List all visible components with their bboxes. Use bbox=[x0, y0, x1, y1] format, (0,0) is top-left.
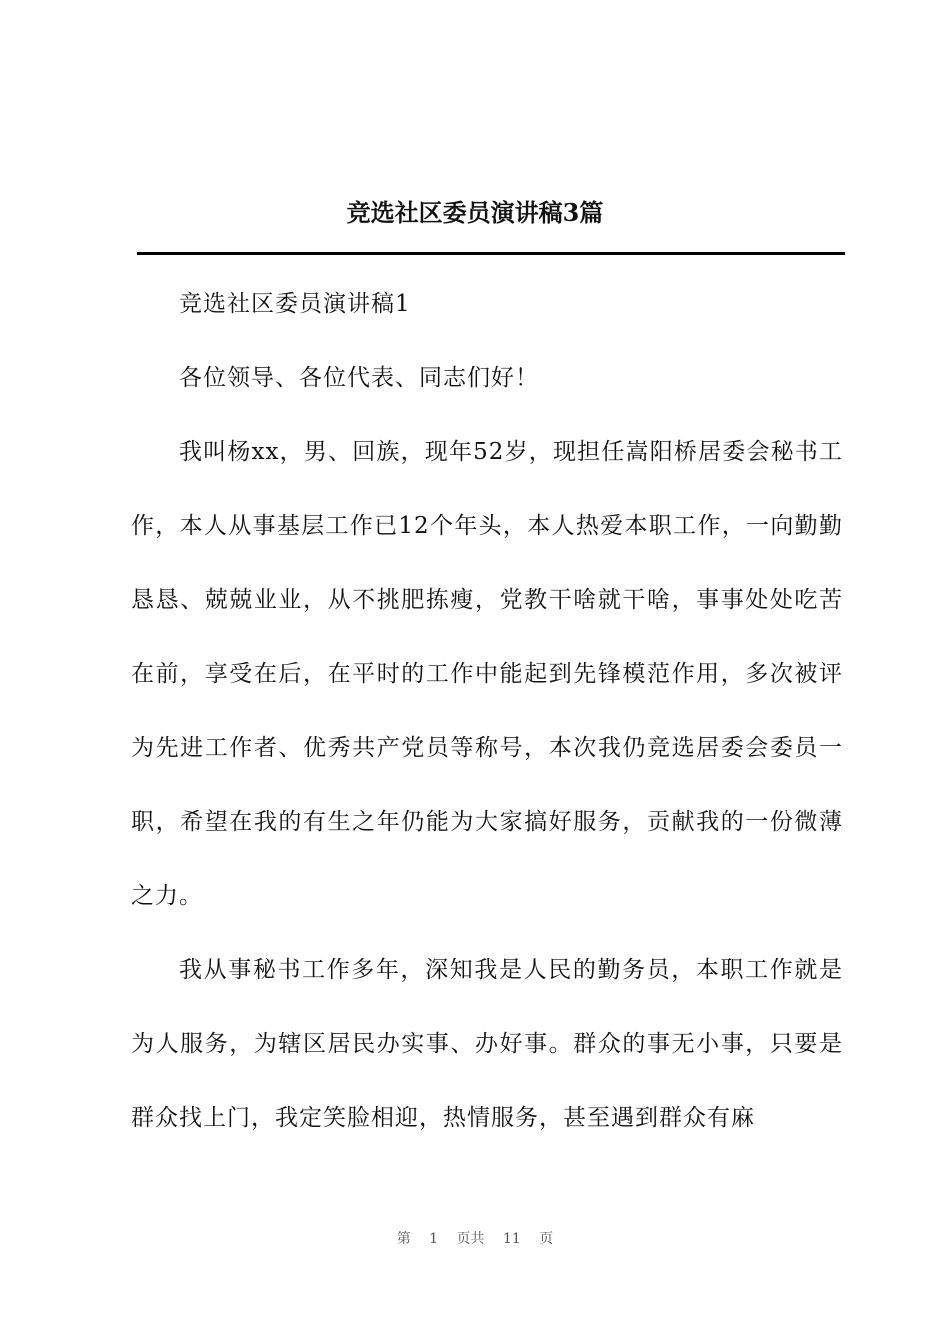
document-body bbox=[131, 267, 843, 1155]
body-paragraph: 我叫杨xx，男、回族，现年52岁，现担任嵩阳桥居委会秘书工作，本人从事基层工作已12个年头，本人热爱本职工作，一向勤勤恳恳、兢兢业业，从不挑肥拣瘦，党教干啥就干啥，事事处处吃苦在前，享受在后，在平时的工作中能起到先锋模范作用，多次被评为先进工作者、优秀共产党员等称号，本次我仍竞选居委会委员一职，希望在我的有生之年仍能为大家搞好服务，贡献我的一份微薄之力。 bbox=[131, 439, 843, 909]
footer-page-prefix: 第 bbox=[396, 1231, 411, 1247]
document-title: 竞选社区委员演讲稿3篇 bbox=[346, 198, 604, 227]
footer-page-suffix: 页 bbox=[539, 1231, 554, 1247]
title-divider bbox=[137, 252, 845, 255]
body-paragraph: 我从事秘书工作多年，深知我是人民的勤务员，本职工作就是为人服务，为辖区居民办实事、办好事。群众的事无小事，只要是群众找上门，我定笑脸相迎，热情服务，甚至遇到群众有麻 bbox=[131, 957, 843, 1131]
footer-page-number: 1 bbox=[429, 1231, 439, 1247]
greeting-paragraph: 各位领导、各位代表、同志们好！ bbox=[179, 365, 539, 391]
footer-page-middle: 页共 bbox=[456, 1231, 485, 1247]
section-heading: 竞选社区委员演讲稿1 bbox=[179, 291, 411, 317]
page-footer bbox=[0, 1229, 950, 1249]
footer-page-total: 11 bbox=[503, 1231, 521, 1247]
